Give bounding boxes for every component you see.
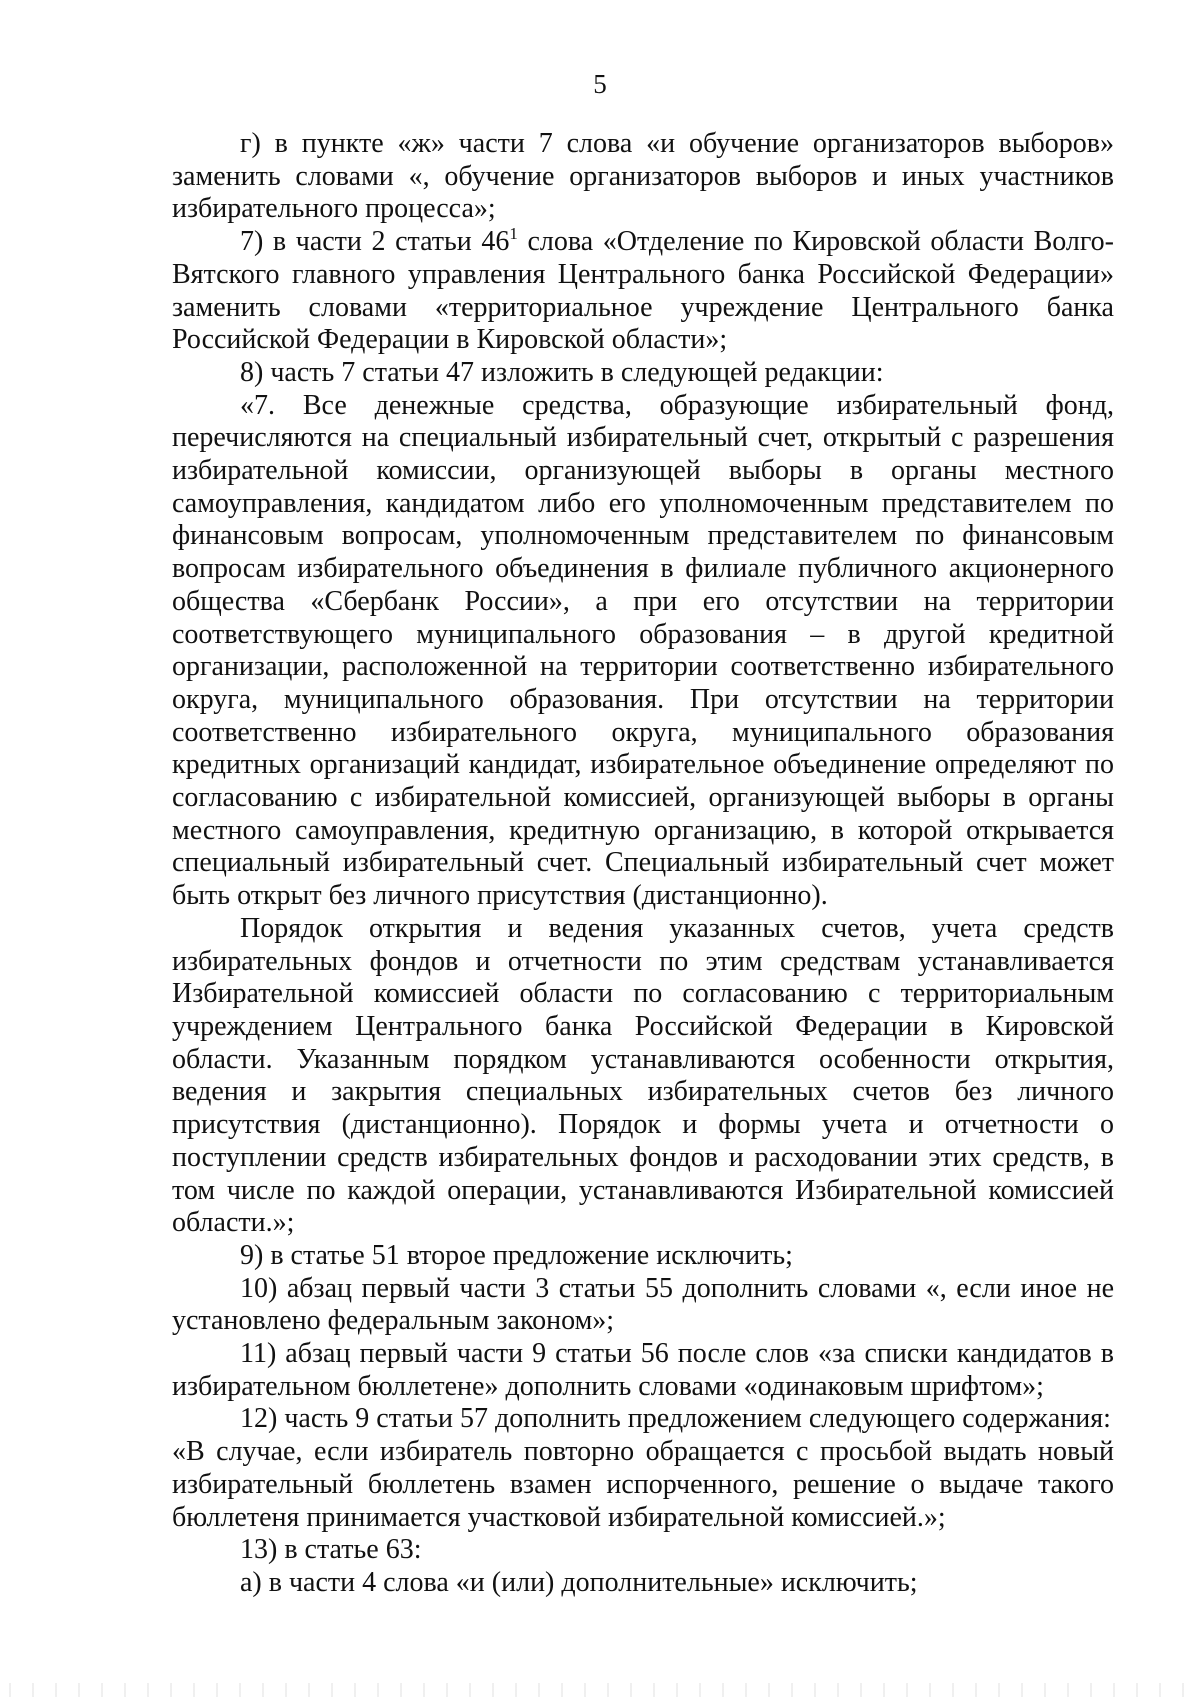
paragraph-item-7-text-before: 7) в части 2 статьи 46 — [240, 226, 510, 258]
paragraph-item-13: 13) в статье 63: — [240, 1534, 422, 1566]
paragraph-item-12-quote: «В случае, если избиратель повторно обращается с просьбой выдать новый избирательный бюллетень взамен испорченного, решение о выдаче такого бюллетеня принимается участковой избирательной комиссией.»; — [172, 1436, 1114, 1533]
paragraph-amendment-g: г) в пункте «ж» части 7 слова «и обучение организаторов выборов» заменить словами «, обучение организаторов выборов и иных участников избирательного процесса»; — [172, 128, 1114, 225]
paragraph-part-7-text: «7. Все денежные средства, образующие избирательный фонд, перечисляются на специальный избирательный счет, открытый с разрешения избирательной комиссии, организующей выборы в органы местного самоуправления, кандидатом либо его уполномоченным представителем по финансовым вопросам, уполномоченным представителем по финансовым вопросам избирательного объединения в филиале публичного акционерного общества «Сбербанк России», а при его отсутствии на территории соответствующего муниципального образования – в другой кредитной организации, расположенной на территории соответственно избирательного округа, муниципального образования. При отсутствии на территории соответственно избирательного округа, муниципального образования кредитных организаций кандидат, избирательное объединение определяют по согласованию с избирательной комиссией, организующей выборы в органы местного самоуправления, кредитную организацию, в которой открывается специальный избирательный счет. Специальный избирательный счет может быть открыт без личного присутствия (дистанционно). — [172, 389, 1114, 912]
paragraph-item-12: 12) часть 9 статьи 57 дополнить предложением следующего содержания: — [240, 1403, 1111, 1435]
paragraph-item-7-text-after: слова «Отделение по Кировской области Волго-Вятского главного управления Центрального банка Российской Федерации» заменить словами «территориальное учреждение Центрального банка Российской Федерации в Кировской области»; — [172, 226, 1114, 356]
paragraph-item-9: 9) в статье 51 второе предложение исключить; — [240, 1239, 793, 1271]
paragraph-item-11: 11) абзац первый части 9 статьи 56 после слов «за списки кандидатов в избирательном бюллетене» дополнить словами «одинаковым шрифтом»; — [172, 1338, 1114, 1402]
paragraph-item-10: 10) абзац первый части 3 статьи 55 дополнить словами «, если иное не установлено федеральным законом»; — [172, 1272, 1114, 1337]
paragraph-item-8: 8) часть 7 статьи 47 изложить в следующей редакции: — [240, 356, 884, 388]
article-superscript: 1 — [509, 224, 518, 244]
paragraph-account-procedure: Порядок открытия и ведения указанных счетов, учета средств избирательных фондов и отчетности по этим средствам устанавливается Избирательной комиссией области по согласованию с территориальным учреждением Центрального банка Российской Федерации в Кировской области. Указанным порядком устанавливаются особенности открытия, ведения и закрытия специальных избирательных счетов без личного присутствия (дистанционно). Порядок и формы учета и отчетности о поступлении средств избирательных фондов и расходовании этих средств, в том числе по каждой операции, устанавливаются Избирательной комиссией области.»; — [172, 912, 1114, 1239]
document-body — [172, 128, 1114, 1600]
scan-edge-bottom — [0, 1683, 1200, 1697]
paragraph-item-13-a: а) в части 4 слова «и (или) дополнительные» исключить; — [240, 1566, 918, 1598]
paragraph-item-7 — [172, 226, 1114, 357]
page-number: 5 — [593, 69, 607, 99]
scan-edge-top — [0, 0, 1200, 6]
